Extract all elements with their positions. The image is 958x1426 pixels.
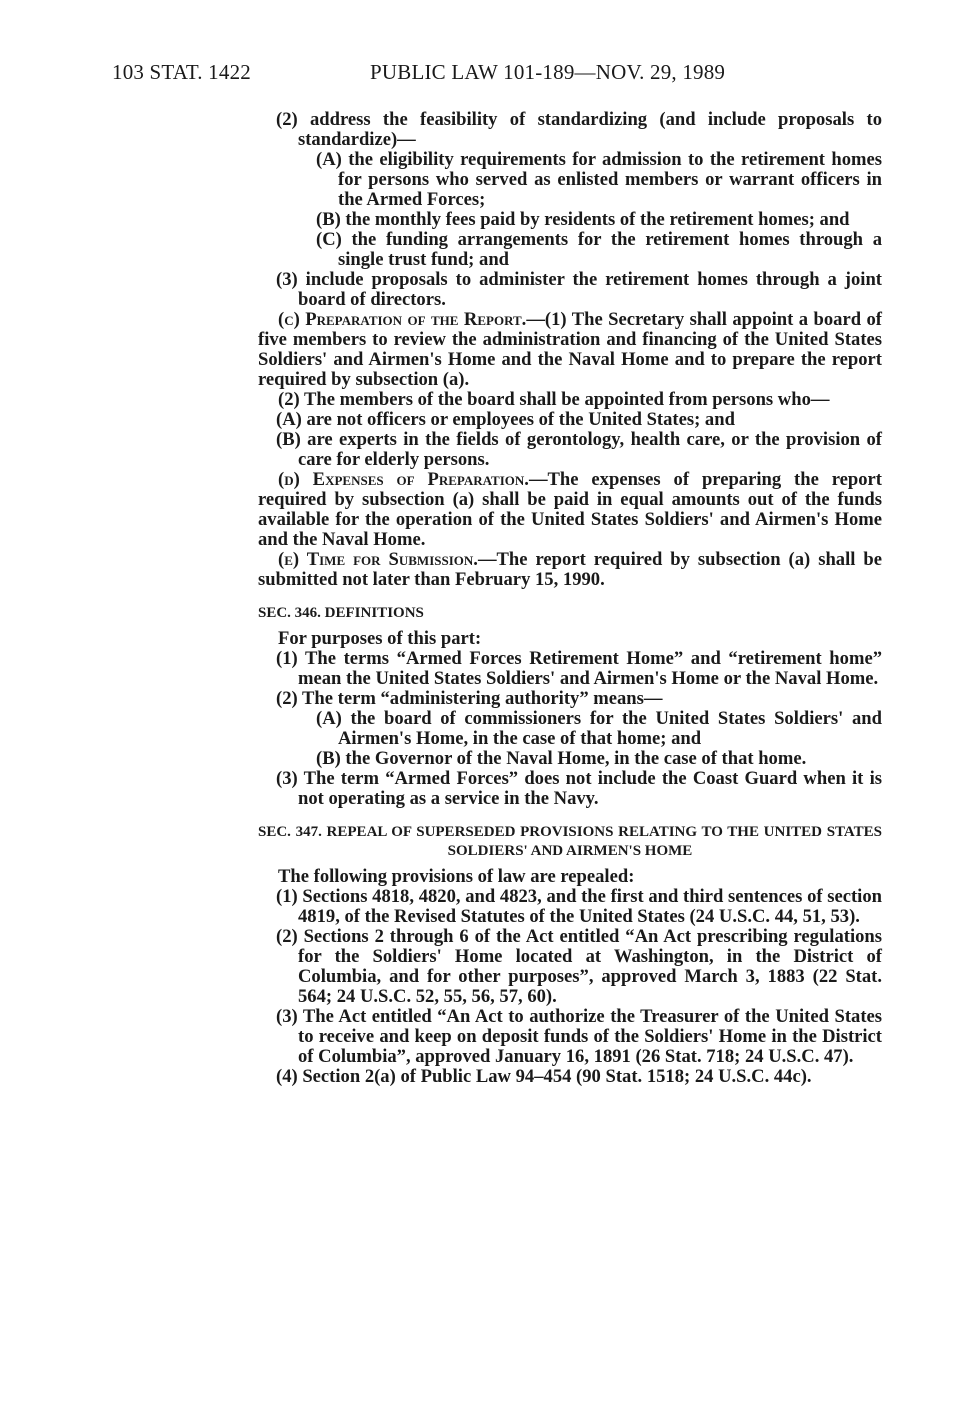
section-347-heading: SEC. 347. REPEAL OF SUPERSEDED PROVISIONS RELATING TO THE UNITED STATES SOLDIERS' AND AIRMEN'S HOME: [258, 824, 882, 859]
section-347-paragraph-1: (1) Sections 4818, 4820, and 4823, and the first and third sentences of section 4819, of the Revised Statutes of the United States (24 U.S.C. 44, 51, 53).: [276, 886, 882, 927]
subsection-c-2-B: (B) are experts in the fields of gerontology, health care, or the provision of care for elderly persons.: [276, 429, 882, 470]
section-346-paragraph-2: (2) The term “administering authority” means—: [276, 688, 663, 709]
section-346-heading: SEC. 346. DEFINITIONS: [258, 605, 424, 621]
subsection-c-text: —(1) The Secretary shall appoint a board of five members to review the administration and financing of the United States Soldiers' and Airmen's Home and the Naval Home and to prepare the report required by subsection (a).: [258, 309, 882, 390]
paragraph-2-A: (A) the eligibility requirements for admission to the retirement homes for persons who served as enlisted members or warrant officers in the Armed Forces;: [316, 149, 882, 210]
paragraph-2: (2) address the feasibility of standardizing (and include proposals to standardize)—: [276, 109, 882, 150]
subsection-e-text: —The report required by subsection (a) shall be submitted not later than February 15, 1990.: [258, 549, 883, 590]
paragraph-2-C: (C) the funding arrangements for the retirement homes through a single trust fund; and: [316, 229, 882, 270]
section-346-intro: For purposes of this part:: [278, 628, 482, 649]
section-347-intro: The following provisions of law are repealed:: [278, 866, 635, 887]
running-title: PUBLIC LAW 101-189—NOV. 29, 1989: [370, 60, 726, 84]
paragraph-2-B: (B) the monthly fees paid by residents of the retirement homes; and: [316, 209, 850, 230]
subsection-c-heading: (c) Preparation of the Report.: [278, 309, 527, 330]
section-346-paragraph-1: (1) The terms “Armed Forces Retirement Home” and “retirement home” mean the United States Soldiers' and Airmen's Home or the Naval Home.: [276, 648, 882, 689]
subsection-d-heading: (d) Expenses of Preparation.: [278, 469, 529, 490]
statute-page-number: 103 STAT. 1422: [112, 60, 251, 84]
subsection-e: [258, 550, 882, 590]
section-347-paragraph-2: (2) Sections 2 through 6 of the Act entitled “An Act prescribing regulations for the Soldiers' Home located at Washington, in the District of Columbia, and for other purposes”, approved March 3, 1883 (22 Stat. 564; 24 U.S.C. 52, 55, 56, 57, 60).: [276, 926, 882, 1007]
document-body: [258, 110, 882, 1087]
subsection-c: [258, 310, 882, 390]
section-346-paragraph-2-A: (A) the board of commissioners for the United States Soldiers' and Airmen's Home, in the case of that home; and: [316, 708, 882, 749]
paragraph-3: (3) include proposals to administer the retirement homes through a joint board of directors.: [276, 269, 882, 310]
section-346-paragraph-3: (3) The term “Armed Forces” does not include the Coast Guard when it is not operating as a service in the Navy.: [276, 768, 882, 809]
subsection-c-2-A: (A) are not officers or employees of the United States; and: [276, 409, 735, 430]
subsection-e-heading: (e) Time for Submission.: [278, 549, 478, 570]
subsection-d-text: —The expenses of preparing the report required by subsection (a) shall be paid in equal amounts out of the funds available for the operation of the United States Soldiers' and Airmen's Home and the Naval Home.: [258, 469, 882, 550]
section-346-paragraph-2-B: (B) the Governor of the Naval Home, in the case of that home.: [316, 748, 807, 769]
subsection-c-2: (2) The members of the board shall be appointed from persons who—: [278, 389, 830, 410]
section-347-paragraph-3: (3) The Act entitled “An Act to authorize the Treasurer of the United States to receive and keep on deposit funds of the Soldiers' Home in the District of Columbia”, approved January 16, 1891 (26 Stat. 718; 24 U.S.C. 47).: [276, 1006, 882, 1067]
section-347-paragraph-4: (4) Section 2(a) of Public Law 94–454 (90 Stat. 1518; 24 U.S.C. 44c).: [276, 1066, 812, 1087]
subsection-d: [258, 470, 882, 550]
